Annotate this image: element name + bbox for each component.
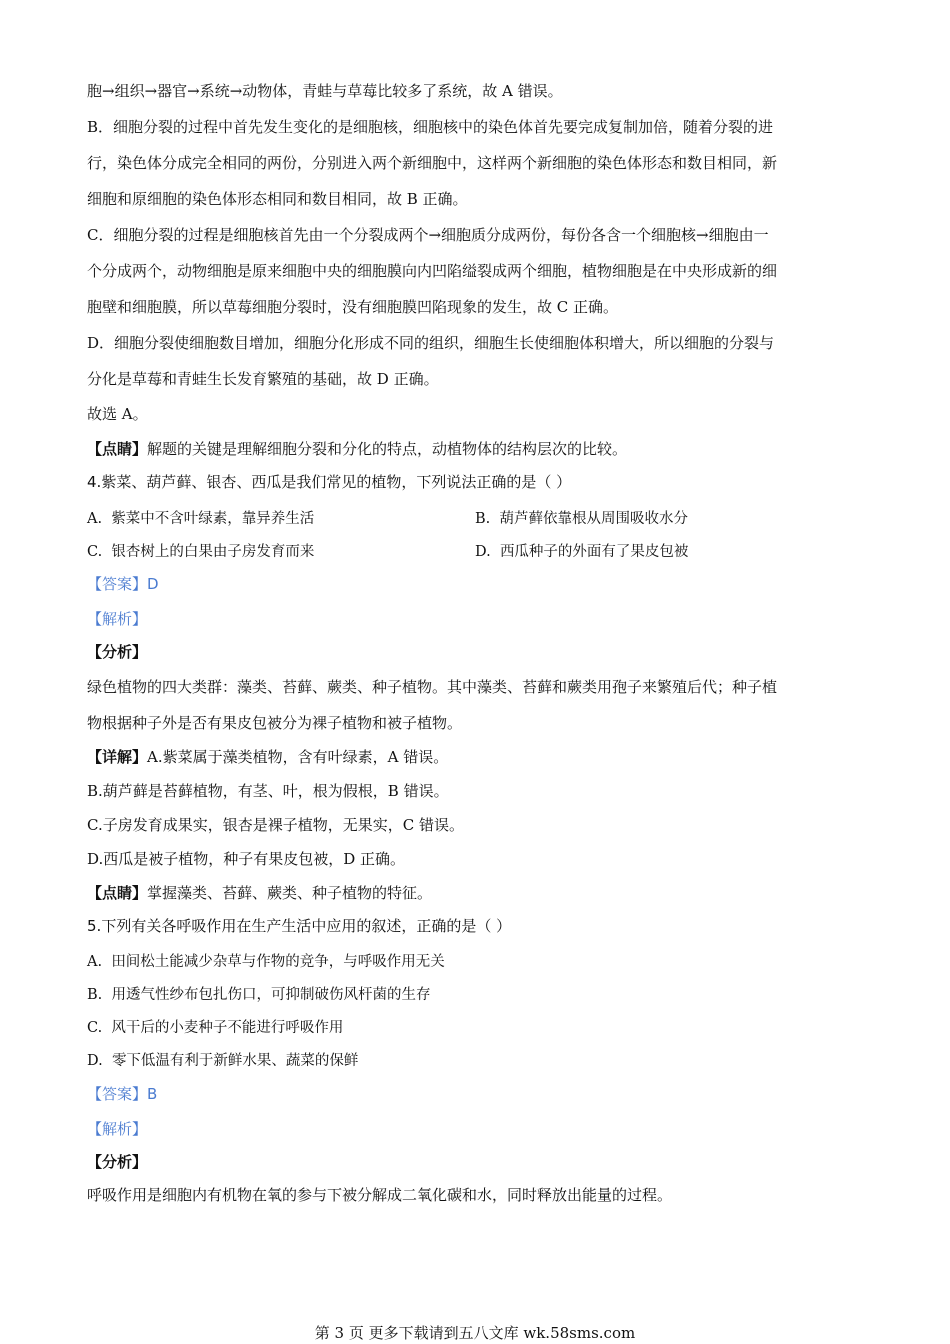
xiangjie-line: D.西瓜是被子植物，种子有果皮包被，D 正确。: [87, 850, 406, 868]
option-c: [87, 1016, 343, 1037]
option-text: 银杏树上的白果由子房发育而来: [111, 544, 315, 560]
answer-tag: 【答案】: [87, 575, 148, 593]
option-a: [87, 507, 314, 528]
text-line: 细胞和原细胞的染色体形态相同和数目相同，故 B 正确。: [87, 190, 468, 208]
answer-tag: 【答案】: [87, 1085, 148, 1103]
text-line: 故选 A。: [87, 405, 148, 423]
option-text: 风干后的小麦种子不能进行呼吸作用: [111, 1020, 344, 1036]
answer-value: D: [147, 575, 159, 593]
option-letter: D.: [87, 1053, 103, 1069]
question-number: 5.: [87, 917, 102, 935]
question-4-stem: [87, 471, 862, 492]
answer-line: [87, 573, 862, 594]
option-b: [87, 983, 430, 1004]
option-letter: D.: [475, 544, 491, 560]
xiangjie-tag: 【详解】: [87, 748, 148, 766]
option-letter: C.: [87, 1020, 103, 1036]
dianjing-text: 解题的关键是理解细胞分裂和分化的特点，动植物体的结构层次的比较。: [147, 440, 628, 458]
xiangjie-line: [87, 746, 862, 767]
option-text: 田间松土能减少杂草与作物的竞争，与呼吸作用无关: [111, 954, 445, 970]
xiangjie-line: B.葫芦藓是苔藓植物，有茎、叶，根为假根，B 错误。: [87, 782, 449, 800]
jiexi-tag: 【解析】: [87, 610, 148, 628]
text-line: D．细胞分裂使细胞数目增加，细胞分化形成不同的组织，细胞生长使细胞体积增大，所以细胞的分裂与: [87, 334, 775, 352]
text-line: 个分成两个，动物细胞是原来细胞中央的细胞膜向内凹陷缢裂成两个细胞，植物细胞是在中央形成新的细: [87, 262, 778, 280]
xiangjie-text: A.紫菜属于藻类植物，含有叶绿素，A 错误。: [147, 748, 449, 766]
text-line: 行，染色体分成完全相同的两份，分别进入两个新细胞中，这样两个新细胞的染色体形态和数目相同，新: [87, 154, 778, 172]
option-letter: A.: [87, 954, 103, 970]
option-b: [475, 507, 688, 528]
xiangjie-line: C.子房发育成果实，银杏是裸子植物，无果实，C 错误。: [87, 816, 464, 834]
fenxi-line: 物根据种子外是否有果皮包被分为裸子植物和被子植物。: [87, 714, 463, 732]
fenxi-tag: 【分析】: [87, 643, 148, 661]
option-text: 零下低温有利于新鲜水果、蔬菜的保鲜: [111, 1053, 359, 1069]
jiexi-tag: 【解析】: [87, 1120, 148, 1138]
question-text: 下列有关各呼吸作用在生产生活中应用的叙述，正确的是（ ）: [101, 917, 512, 935]
text-line: B．细胞分裂的过程中首先发生变化的是细胞核，细胞核中的染色体首先要完成复制加倍，随着分裂的进: [87, 118, 774, 136]
option-c: [87, 540, 314, 561]
fenxi-line: 绿色植物的四大类群：藻类、苔藓、蕨类、种子植物。其中藻类、苔藓和蕨类用孢子来繁殖后代；种子植: [87, 678, 778, 696]
page-footer: 第 3 页 更多下载请到五八文库 wk.58sms.com: [314, 1324, 636, 1342]
question-number: 4.: [87, 473, 102, 491]
dianjing-line: [87, 882, 862, 903]
answer-line: [87, 1083, 862, 1104]
option-text: 西瓜种子的外面有了果皮包被: [499, 544, 689, 560]
fenxi-tag: 【分析】: [87, 1153, 148, 1171]
answer-value: B: [147, 1085, 158, 1103]
dianjing-tag: 【点睛】: [87, 884, 148, 902]
option-text: 紫菜中不含叶绿素，靠异养生活: [111, 511, 315, 527]
fenxi-line: 呼吸作用是细胞内有机物在氧的参与下被分解成二氧化碳和水，同时释放出能量的过程。: [87, 1186, 673, 1204]
option-a: [87, 950, 445, 971]
option-letter: A.: [87, 511, 103, 527]
text-line: C．细胞分裂的过程是细胞核首先由一个分裂成两个→细胞质分成两份，每份各含一个细胞核→细胞由一: [87, 226, 769, 244]
option-text: 用透气性纱布包扎伤口，可抑制破伤风杆菌的生存: [111, 987, 431, 1003]
option-text: 葫芦藓依靠根从周围吸收水分: [499, 511, 688, 527]
option-letter: B.: [87, 987, 103, 1003]
option-letter: B.: [475, 511, 491, 527]
question-5-stem: [87, 915, 862, 936]
dianjing-tag: 【点睛】: [87, 440, 148, 458]
text-line: 胞壁和细胞膜，所以草莓细胞分裂时，没有细胞膜凹陷现象的发生，故 C 正确。: [87, 298, 619, 316]
text-line: 分化是草莓和青蛙生长发育繁殖的基础，故 D 正确。: [87, 370, 439, 388]
option-d: [475, 540, 688, 561]
dianjing-text: 掌握藻类、苔藓、蕨类、种子植物的特征。: [147, 884, 433, 902]
question-text: 紫菜、葫芦藓、银杏、西瓜是我们常见的植物，下列说法正确的是（ ）: [101, 473, 572, 491]
option-letter: C.: [87, 544, 103, 560]
text-line: 胞→组织→器官→系统→动物体，青蛙与草莓比较多了系统，故 A 错误。: [87, 82, 563, 100]
dianjing-line: [87, 438, 862, 459]
option-d: [87, 1049, 358, 1070]
